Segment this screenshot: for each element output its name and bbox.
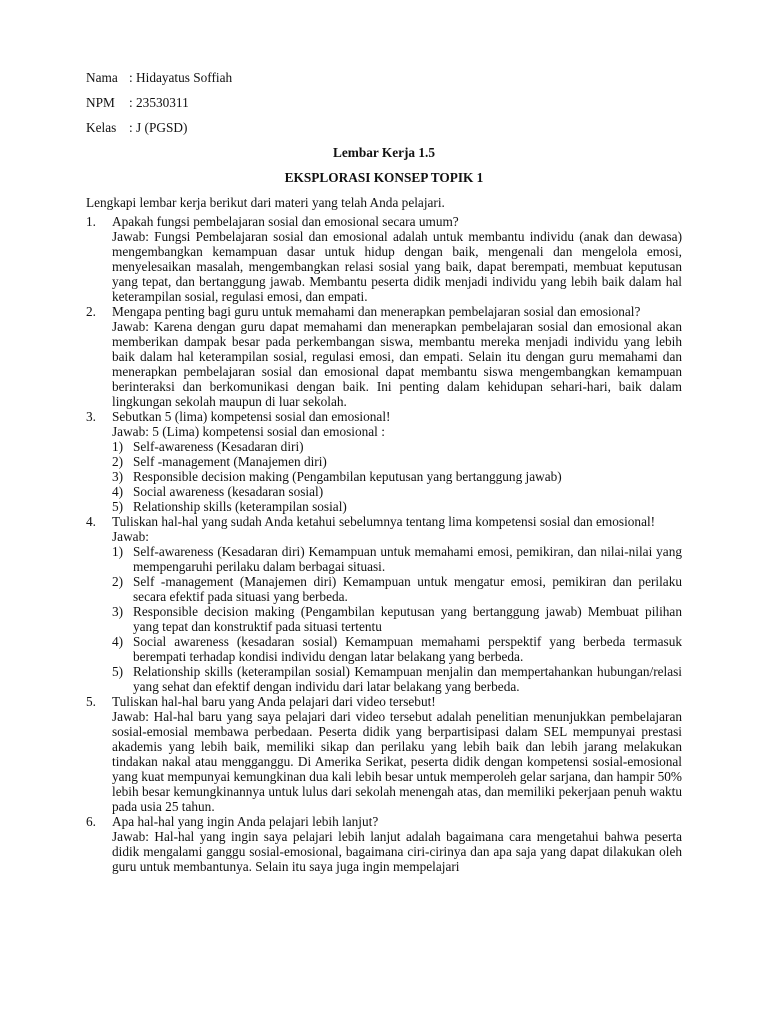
npm-row — [86, 95, 682, 110]
answer-text: Jawab: Karena dengan guru dapat memahami dan menerapkan pembelajaran sosial dan emosional akan memberikan dampak besar pada perkembangan siswa, membantu mereka menjadi individu yang lebih baik dalam hal keterampilan sosial, regulasi emosi, dan empati. Selain itu dengan guru memahami dan menerapkan pembelajaran sosial dan emosional dapat membantu siswa mengembangkan kemampuan berinteraksi dan berkomunikasi dengan baik. Ini penting dalam kehidupan sehari-hari, baik dalam lingkungan sekolah maupun di luar sekolah. — [112, 319, 682, 409]
question-number: 6. — [86, 814, 96, 829]
answer-text: Jawab: Hal-hal yang ingin saya pelajari lebih lanjut adalah bagaimana cara mengetahui bahwa peserta didik mengalami ganggu sosial-emosional, bagaimana ciri-cirinya dan apa saja yang dapat dilakukan oleh guru untuk membantunya. Selain itu saya juga ingin mempelajari — [112, 829, 682, 874]
name-value: : Hidayatus Soffiah — [129, 70, 233, 85]
answer-text: Jawab: Fungsi Pembelajaran sosial dan emosional adalah untuk membantu individu (anak dan dewasa) mengembangkan kemampuan dasar untuk hidup dengan baik, mengenali dan mengelola emosi, menyelesaikan masalah, mengembangkan relasi sosial yang baik, dapat berempati, membuat keputusan yang tepat, dan bertanggung jawab. Membantu peserta didik menjadi individu yang lebih baik dalam hal keterampilan sosial, regulasi emosi, dan empati. — [112, 229, 682, 304]
list-item — [112, 469, 682, 484]
list-text: Self-awareness (Kesadaran diri) Kemampuan untuk memahami emosi, pemikiran, dan nilai-nilai yang mempengaruhi perilaku dalam berbagai situasi. — [133, 544, 682, 574]
list-text: Relationship skills (keterampilan sosial) — [133, 499, 347, 514]
list-number: 2) — [112, 574, 124, 589]
list-number: 3) — [112, 604, 124, 619]
list-item — [112, 499, 682, 514]
question-2 — [86, 304, 682, 409]
list-text: Responsible decision making (Pengambilan keputusan yang bertanggung jawab) Membuat pilihan yang tepat dan konstruktif pada situasi tertentu — [133, 604, 682, 634]
list-text: Responsible decision making (Pengambilan keputusan yang bertanggung jawab) — [133, 469, 562, 484]
question-3 — [86, 409, 682, 514]
list-number: 4) — [112, 484, 124, 499]
list-text: Relationship skills (keterampilan sosial) Kemampuan menjalin dan mempertahankan hubungan/relasi yang sehat dan efektif dengan individu dari latar belakang yang berbeda. — [133, 664, 682, 694]
class-value: : J (PGSD) — [129, 120, 188, 135]
list-item — [112, 544, 682, 574]
list-text: Social awareness (kesadaran sosial) — [133, 484, 324, 499]
list-number: 5) — [112, 664, 124, 679]
question-5 — [86, 694, 682, 814]
list-text: Self-awareness (Kesadaran diri) — [133, 439, 304, 454]
question-text: Apa hal-hal yang ingin Anda pelajari lebih lanjut? — [112, 814, 379, 829]
question-number: 2. — [86, 304, 96, 319]
worksheet-subtitle: EKSPLORASI KONSEP TOPIK 1 — [284, 170, 484, 185]
question-text: Tuliskan hal-hal baru yang Anda pelajari dari video tersebut! — [112, 694, 436, 709]
name-row — [86, 70, 682, 85]
list-item — [112, 634, 682, 664]
list-item — [112, 604, 682, 634]
list-text: Self -management (Manajemen diri) — [133, 454, 327, 469]
question-4 — [86, 514, 682, 694]
question-text: Apakah fungsi pembelajaran sosial dan emosional secara umum? — [112, 214, 459, 229]
answer-text: Jawab: 5 (Lima) kompetensi sosial dan emosional : — [112, 424, 385, 439]
list-item — [112, 484, 682, 499]
list-number: 1) — [112, 439, 124, 454]
class-row — [86, 120, 682, 135]
question-number: 4. — [86, 514, 96, 529]
list-text: Self -management (Manajemen diri) Kemampuan untuk mengatur emosi, pemikiran dan perilaku secara efektif pada situasi yang berbeda. — [133, 574, 682, 604]
answer-text: Jawab: — [112, 529, 149, 544]
list-number: 1) — [112, 544, 124, 559]
class-label: Kelas — [86, 120, 117, 135]
list-number: 5) — [112, 499, 124, 514]
list-number: 4) — [112, 634, 124, 649]
list-item — [112, 664, 682, 694]
question-number: 5. — [86, 694, 96, 709]
student-info — [86, 70, 682, 135]
npm-value: : 23530311 — [129, 95, 189, 110]
question-text: Tuliskan hal-hal yang sudah Anda ketahui sebelumnya tentang lima kompetensi sosial dan emosional! — [112, 514, 656, 529]
npm-label: NPM — [86, 95, 115, 110]
answer-text: Jawab: Hal-hal baru yang saya pelajari dari video tersebut adalah penelitian menunjukkan pembelajaran sosial-emosial membawa perbedaan. Peserta didik yang berpartisipasi dalam SEL mempunyai prestasi akademis yang lebih baik, memiliki sikap dan perilaku yang lebih baik dan lebih jarang melakukan tindakan nakal atau mengganggu. Di Amerika Serikat, peserta didik dengan kompetensi sosial-emosional yang kuat mempunyai kemungkinan dua kali lebih besar untuk memperoleh gelar sarjana, dan hampir 50% lebih besar kemungkinannya untuk lulus dari sekolah menengah atas, dan memiliki pekerjaan penuh waktu pada usia 25 tahun. — [112, 709, 682, 814]
list-number: 2) — [112, 454, 124, 469]
question-number: 1. — [86, 214, 96, 229]
question-6 — [86, 814, 682, 874]
list-item — [112, 454, 682, 469]
instructions: Lengkapi lembar kerja berikut dari materi yang telah Anda pelajari. — [86, 195, 445, 210]
list-text: Social awareness (kesadaran sosial) Kemampuan memahami perspektif yang berbeda termasuk berempati terhadap kondisi individu dengan latar belakang yang berbeda. — [133, 634, 682, 664]
question-1 — [86, 214, 682, 304]
list-item — [112, 439, 682, 454]
question-number: 3. — [86, 409, 96, 424]
question-text: Mengapa penting bagi guru untuk memahami dan menerapkan pembelajaran sosial dan emosional? — [112, 304, 641, 319]
list-number: 3) — [112, 469, 124, 484]
name-label: Nama — [86, 70, 118, 85]
question-text: Sebutkan 5 (lima) kompetensi sosial dan emosional! — [112, 409, 391, 424]
list-item — [112, 574, 682, 604]
worksheet-title: Lembar Kerja 1.5 — [332, 145, 436, 160]
